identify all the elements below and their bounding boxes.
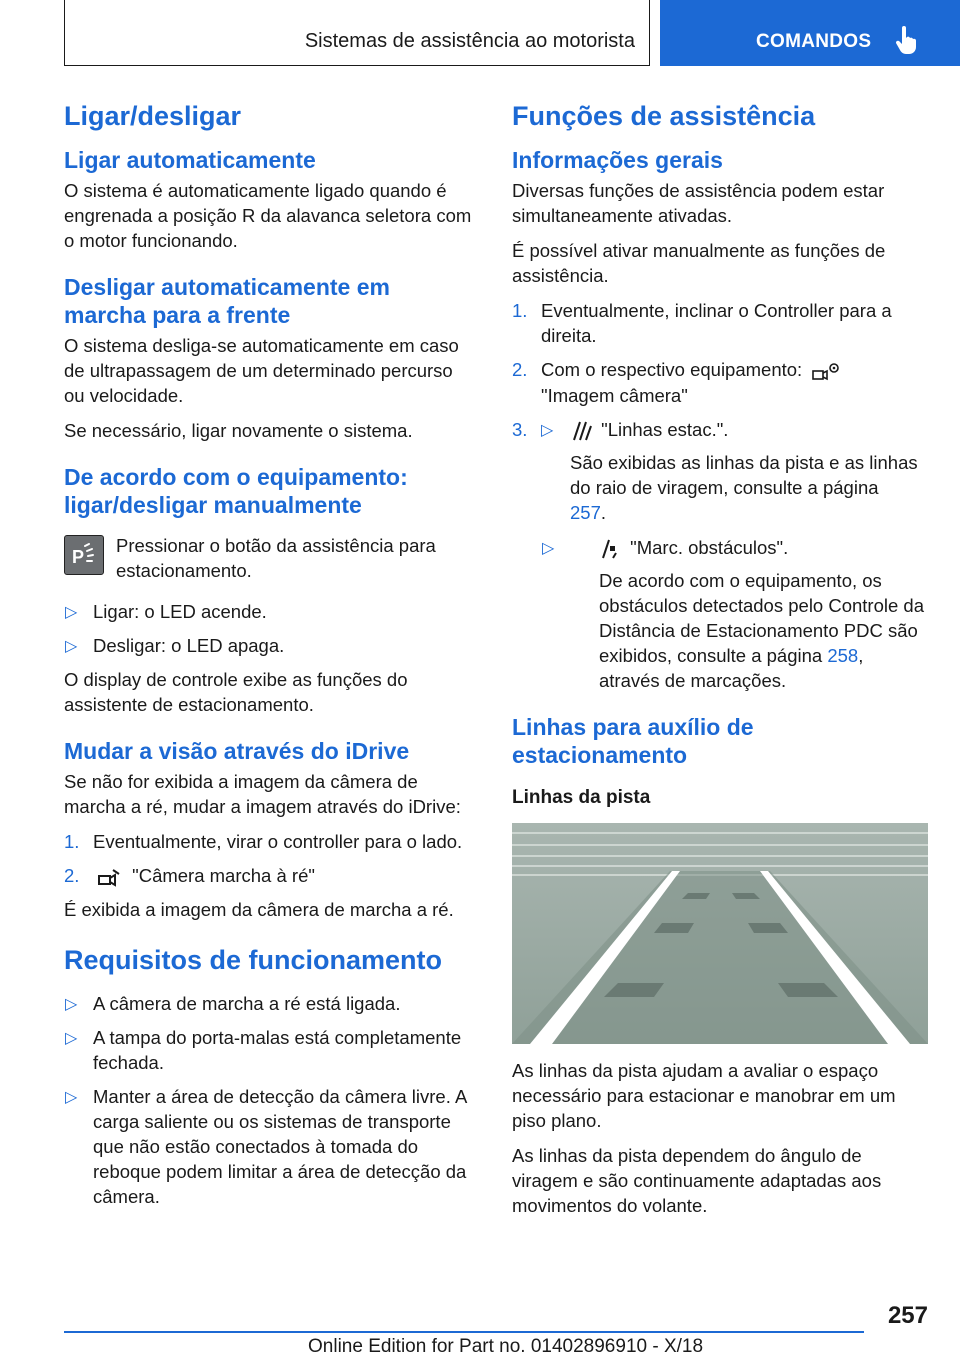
heading-informacoes-gerais: Informações gerais: [512, 147, 723, 174]
section-title-requisitos: Requisitos de funcionamento: [64, 945, 443, 976]
paragraph: O sistema é automaticamente ligado quando é engrenada a posição R da alavanca seletora com o motor funcionando.: [64, 180, 472, 252]
triangle-bullet-icon: ▷: [65, 1029, 78, 1047]
paragraph: Diversas funções de assistência podem estar simultaneamente ativadas.: [512, 180, 885, 227]
paragraph: O display de controle exibe as funções do assistente de estacionamento.: [64, 669, 408, 716]
paragraph: As linhas da pista ajudam a avaliar o espaço necessário para estacionar e manobrar em um piso plano.: [512, 1059, 896, 1131]
parking-button-instruction: [64, 533, 478, 583]
park-assist-button-icon: [64, 535, 104, 575]
list-item: ▷ Manter a área de detecção da câmera livre. A carga saliente ou os sistemas de transporte que não estão conectados à tomada do reboque podem limitar a área de detecção da câmera.: [65, 1085, 467, 1207]
triangle-bullet-icon: ▷: [542, 539, 555, 557]
header-chapter-tab[interactable]: [660, 0, 960, 66]
svg-text:P: P: [72, 547, 85, 568]
paragraph: Se necessário, ligar novamente o sistema.: [64, 420, 413, 442]
list-item: ▷ Desligar: o LED apaga.: [64, 633, 478, 658]
triangle-bullet-icon: ▷: [541, 421, 554, 439]
list-item: 1. Eventualmente, virar o controller para o lado.: [64, 831, 463, 853]
page-number: 257: [887, 1302, 928, 1329]
paragraph: As linhas da pista dependem do ângulo de viragem e são continuamente adaptadas aos movimentos do volante.: [512, 1144, 882, 1216]
triangle-bullet-icon: ▷: [65, 1088, 78, 1106]
paragraph: De acordo com o equipamento, os obstáculos detectados pelo Controle da Distância de Estacionamento PDC são exibidos, consulte a página 258, através de marcações.: [599, 569, 924, 691]
obstacle-marking-icon: [599, 538, 621, 560]
parking-lines-illustration: [512, 823, 928, 1044]
header-section-box: [64, 0, 650, 66]
footer-edition: Online Edition for Part no. 01402896910 - X/18: [308, 1336, 704, 1357]
triangle-bullet-icon: ▷: [65, 638, 78, 656]
section-title-funcoes: Funções de assistência: [512, 101, 816, 131]
header-chapter-label: COMANDOS: [756, 31, 872, 52]
heading-ligar-desligar-manualmente: De acordo com o equipamento: ligar/desligar manualmente: [64, 464, 408, 519]
assist-steps: [512, 298, 928, 692]
triangle-bullet-icon: ▷: [65, 995, 78, 1013]
list-item: 3. ▷ "Linhas estac.". São exibidas as linhas da pista e as linhas do raio de viragem, consulte a página 257. ▷ "Marc. obstáculos". De acordo com o equipamento, os obstáculos detectados pelo Controle da Distância de Estacionamento PDC são exibidos, consulte a página 258, através de marcações.: [512, 417, 928, 693]
header-section-title: Sistemas de assistência ao motorista: [304, 30, 635, 52]
triangle-bullet-icon: ▷: [65, 604, 78, 622]
paragraph: São exibidas as linhas da pista e as linhas do raio de viragem, consulte a página 257.: [570, 451, 918, 523]
footer-divider: [64, 1331, 864, 1333]
requirements-list: [64, 991, 478, 1209]
heading-mudar-visao: Mudar a visão através do iDrive: [64, 738, 410, 765]
list-item: 2. Com o respectivo equipamento: "Imagem câmera": [512, 357, 928, 407]
list-item: 1. Eventualmente, inclinar o Controller para a direita.: [512, 300, 892, 347]
parking-lines-icon: [570, 420, 592, 442]
heading-ligar-automaticamente: Ligar automaticamente: [64, 147, 316, 174]
list-item: ▷ A tampa do porta-malas está completamente fechada.: [65, 1026, 462, 1073]
heading-desligar-automaticamente: Desligar automaticamente em marcha para a frente: [64, 274, 390, 329]
section-title-ligar-desligar: Ligar/desligar: [64, 101, 242, 131]
paragraph: É exibida a imagem da câmera de marcha a ré.: [64, 899, 454, 921]
idrive-steps: [64, 829, 478, 888]
button-instruction-text: Pressionar o botão da assistência para estacionamento.: [116, 535, 436, 582]
subheading-linhas-pista: Linhas da pista: [512, 786, 651, 808]
list-item: ▷ A câmera de marcha a ré está ligada.: [64, 991, 478, 1016]
heading-linhas-auxilio: Linhas para auxílio de estacionamento: [512, 713, 754, 768]
list-item: ▷ Ligar: o LED acende.: [64, 599, 478, 624]
paragraph: Se não for exibida a imagem da câmera de marcha a ré, mudar a imagem através do iDrive:: [64, 771, 461, 818]
right-column: [512, 100, 928, 1228]
camera-settings-icon: [811, 361, 841, 383]
list-item: 2. "Câmera marcha à ré": [64, 865, 315, 887]
paragraph: O sistema desliga-se automaticamente em caso de ultrapassagem de um determinado percurso ou velocidade.: [64, 335, 459, 407]
hand-pointer-icon: [896, 26, 918, 54]
page-link-258[interactable]: 258: [827, 644, 859, 666]
rear-camera-icon: [97, 868, 123, 888]
page-link-257[interactable]: 257: [570, 501, 601, 523]
led-list: [64, 599, 478, 658]
paragraph: É possível ativar manualmente as funções de assistência.: [512, 240, 886, 287]
left-column: [64, 100, 478, 1218]
